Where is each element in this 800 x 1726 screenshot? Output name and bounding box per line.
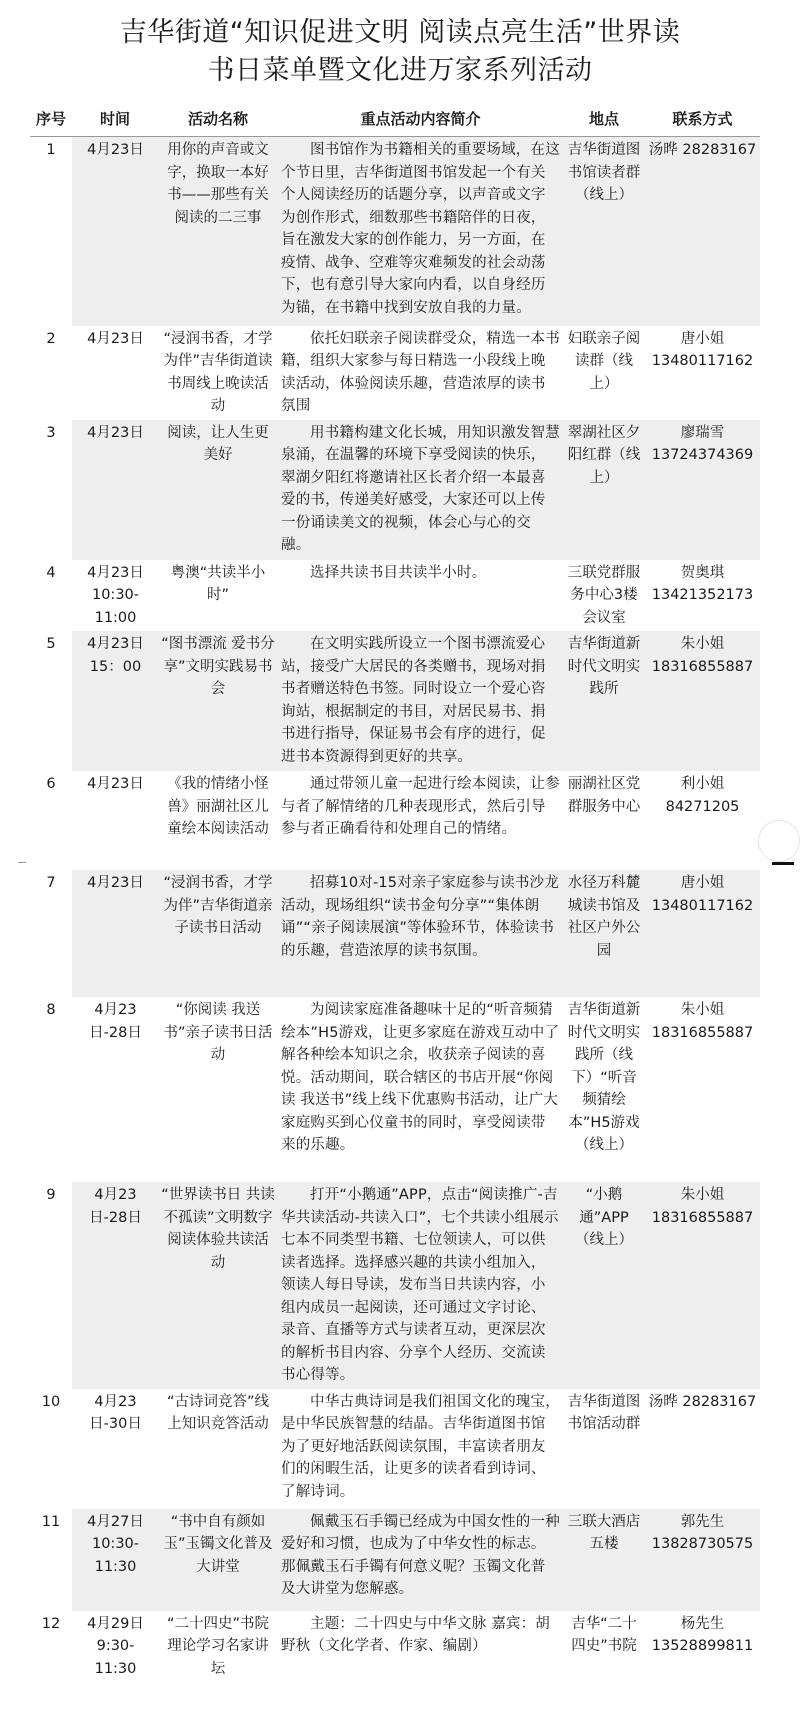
row-time: 4月23日 10:30-11:00 [87, 564, 144, 626]
row-contact: 朱小姐 18316855887 [645, 631, 760, 771]
row-desc: 主题：二十四史与中华文脉 嘉宾：胡野秋（文化学者、作家、编剧） [281, 1615, 551, 1654]
row-no: 4 [46, 564, 56, 581]
header-place: 地点 [563, 106, 645, 137]
header-time: 时间 [72, 106, 158, 137]
row-contact: 杨先生 13528899811 [651, 1615, 754, 1654]
table-page-1 [30, 106, 760, 867]
table-row [30, 1509, 760, 1611]
row-no: 3 [46, 424, 56, 441]
row-place: 丽湖社区党群服务中心 [567, 776, 641, 815]
row-time: 4月23日 [72, 870, 158, 997]
table-row [30, 1182, 760, 1389]
header-name: 活动名称 [158, 106, 278, 137]
row-place: 吉华街道图书馆活动群 [567, 1393, 641, 1432]
table-row [30, 1611, 760, 1701]
row-desc: 在文明实践所设立一个图书漂流爱心站，接受广大居民的各类赠书，现场对捐书者赠送特色书签。同时设立一个爱心咨询站，根据制定的书目，对居民易书、捐书进行指导，保证易书会有序的进行，促进书本资源得到更好的共享。 [278, 631, 563, 771]
row-contact: 唐小姐 13480117162 [645, 870, 760, 997]
page-edge-mark [772, 862, 794, 865]
title-line-2: 书日菜单暨文化进万家系列活动 [207, 55, 593, 86]
row-name: “浸润书香，才学为伴”吉华街道读书周线上晚读活动 [163, 330, 273, 414]
row-desc: 选择共读书目共读半小时。 [310, 564, 487, 581]
row-time: 4月23日-30日 [89, 1393, 142, 1432]
header-no: 序号 [30, 106, 72, 137]
row-contact: 唐小姐 13480117162 [651, 330, 754, 369]
title-line-1: 吉华街道“知识促进文明 阅读点亮生活”世界读 [119, 17, 681, 48]
row-desc: 依托妇联亲子阅读群受众，精选一本书籍，组织大家参与每日精选一小段线上晚读活动，体验阅读乐趣，营造浓厚的读书氛围 [281, 330, 560, 414]
page-edge-arc [758, 820, 800, 862]
row-name: “古诗词竞答”线上知识竞答活动 [166, 1393, 270, 1432]
row-no: 11 [41, 1513, 61, 1530]
row-place: 吉华街道新时代文明实践所 [563, 631, 645, 771]
page-break [0, 852, 800, 870]
row-place: 吉华“二十四史”书院 [571, 1615, 637, 1654]
table-row [30, 137, 760, 326]
row-time: 4月23日 [87, 330, 144, 347]
row-name: “图书漂流 爱书分享”文明实践易书会 [158, 631, 278, 771]
row-place: 三联党群服务中心3楼会议室 [567, 564, 641, 626]
row-contact: 郭先生 13828730575 [645, 1509, 760, 1611]
row-place: 三联大酒店五楼 [563, 1509, 645, 1611]
row-time: 4月29日 9:30-11:30 [87, 1615, 144, 1677]
row-no: 6 [46, 776, 56, 792]
row-name: “书中自有颜如玉”玉镯文化普及大讲堂 [158, 1509, 278, 1611]
row-time: 4月23日-28日 [72, 1182, 158, 1389]
row-no: 10 [41, 1393, 61, 1410]
page-corner-mark [18, 862, 26, 871]
row-name: “二十四史”书院理论学习名家讲坛 [166, 1615, 270, 1677]
row-no: 8 [46, 1002, 56, 1018]
row-contact: 贺奥琪 13421352173 [651, 564, 754, 603]
row-no: 9 [46, 1187, 56, 1203]
table-row [30, 420, 760, 560]
row-no: 7 [46, 875, 56, 891]
table-header-row [30, 106, 760, 137]
row-place: 水径万科麓城读书馆及社区户外公园 [563, 870, 645, 997]
row-name: “世界读书日 共读不孤读”文明数字阅读体验共读活动 [158, 1182, 278, 1389]
document-title [0, 0, 800, 90]
row-contact: 廖瑞雪 13724374369 [645, 420, 760, 560]
row-name: 《我的情绪小怪兽》丽湖社区儿童绘本阅读活动 [167, 776, 269, 837]
row-time: 4月23日 [72, 137, 158, 326]
row-no: 2 [46, 330, 56, 347]
row-place: 妇联亲子阅读群（线上） [567, 330, 641, 392]
header-desc: 重点活动内容简介 [278, 106, 563, 137]
row-contact: 汤晔 28283167 [648, 1393, 757, 1410]
row-desc: 用书籍构建文化长城，用知识激发智慧泉涌，在温馨的环境下享受阅读的快乐，翠湖夕阳红将邀请社区长者介绍一本最喜爱的书，传递美好感受，大家还可以上传一份诵读美文的视频，体会心与心的交融。 [278, 420, 563, 560]
header-contact: 联系方式 [645, 106, 760, 137]
row-desc: 中华古典诗词是我们祖国文化的瑰宝，是中华民族智慧的结晶。吉华街道图书馆为了更好地活跃阅读氛围，丰富读者朋友们的闲暇生活，让更多的读者看到诗词、了解诗词。 [281, 1393, 560, 1500]
row-name: 阅读，让人生更美好 [158, 420, 278, 560]
row-desc: 招募10对-15对亲子家庭参与读书沙龙活动，现场组织“读书金句分享”“集体朗诵”“亲子阅读展演”等体验环节，体验读书的乐趣，营造浓厚的读书氛围。 [278, 870, 563, 997]
row-name: “你阅读 我送书”亲子读书日活动 [163, 1002, 273, 1063]
row-contact: 利小姐 84271205 [665, 776, 740, 815]
row-no: 5 [46, 636, 56, 652]
table-row [30, 870, 760, 997]
row-time: 4月23日 15：00 [72, 631, 158, 771]
table-row [30, 997, 760, 1182]
row-place: 吉华街道新时代文明实践所（线下）“听音频猜绘本”H5游戏（线上） [567, 1002, 641, 1153]
table-page-2 [30, 870, 760, 1701]
activity-table-part-2 [30, 870, 760, 1701]
row-time: 4月23日 [72, 420, 158, 560]
row-place: 吉华街道图书馆读者群（线上） [563, 137, 645, 326]
row-no: 12 [41, 1615, 61, 1632]
table-row [30, 560, 760, 632]
row-time: 4月23日 [87, 776, 144, 792]
row-name: 用你的声音或文字，换取一本好书——那些有关阅读的二三事 [158, 137, 278, 326]
row-contact: 朱小姐 18316855887 [645, 1182, 760, 1389]
row-place: 翠湖社区夕阳红群（线上） [563, 420, 645, 560]
table-row [30, 631, 760, 771]
row-desc: 佩戴玉石手镯已经成为中国女性的一种爱好和习惯，也成为了中华女性的标志。那佩戴玉石手镯有何意义呢？玉镯文化普及大讲堂为您解惑。 [278, 1509, 563, 1611]
row-contact: 汤晔 28283167 [645, 137, 760, 326]
row-no: 1 [46, 142, 56, 158]
row-contact: 朱小姐 18316855887 [651, 1002, 754, 1041]
row-time: 4月23日-28日 [89, 1002, 142, 1041]
row-time: 4月27日 10:30-11:30 [72, 1509, 158, 1611]
table-row [30, 1389, 760, 1509]
table-row [30, 326, 760, 420]
activity-table-part-1 [30, 106, 760, 867]
row-place: “小鹅通”APP（线上） [563, 1182, 645, 1389]
row-name: “浸润书香，才学为伴”吉华街道亲子读书日活动 [158, 870, 278, 997]
row-desc: 图书馆作为书籍相关的重要场域，在这个节日里，吉华街道图书馆发起一个有关个人阅读经历的话题分享，以声音或文字为创作形式，细数那些书籍陪伴的日夜，旨在激发大家的创作能力，另一方面，在疫情、战争、空难等灾难频发的社会动荡下，也有意引导大家向内看，以自身经历为锚，在书籍中找到安放自我的力量。 [278, 137, 563, 326]
row-desc: 为阅读家庭准备趣味十足的“听音频猜绘本”H5游戏，让更多家庭在游戏互动中了解各种绘本知识之余，收获亲子阅读的喜悦。活动期间，联合辖区的书店开展“你阅读 我送书”线上线下优惠购书活动，让广大家庭购买到心仪童书的同时，享受阅读带来的乐趣。 [281, 1002, 560, 1153]
row-desc: 通过带领儿童一起进行绘本阅读，让参与者了解情绪的几种表现形式，然后引导参与者正确看待和处理自己的情绪。 [281, 776, 560, 837]
row-name: 粤澳“共读半小时” [170, 564, 266, 603]
row-desc: 打开“小鹅通”APP，点击“阅读推广-吉华共读活动-共读入口”，七个共读小组展示七本不同类型书籍、七位领读人，可以供读者选择。选择感兴趣的共读小组加入，领读人每日导读，发布当日共读内容，小组内成员一起阅读，还可通过文字讨论、录音、直播等方式与读者互动，更深层次的解析书目内容、分享个人经历、交流读书心得等。 [278, 1182, 563, 1389]
